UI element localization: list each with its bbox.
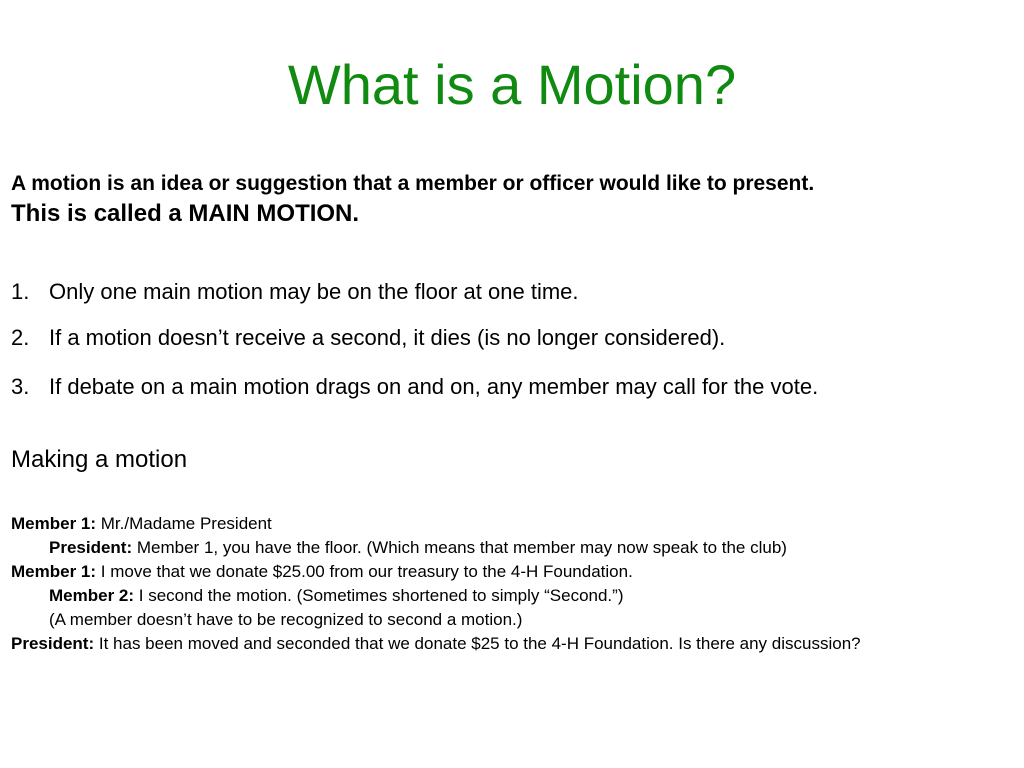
- slide-title: What is a Motion?: [287, 53, 737, 116]
- intro-main-motion: This is called a MAIN MOTION.: [11, 200, 360, 227]
- dialogue-line: [11, 536, 1011, 560]
- speaker-label: Member 1:: [11, 562, 97, 581]
- rules-list: [11, 276, 1016, 403]
- dialogue-line: [11, 560, 1011, 584]
- dialogue-line: [11, 608, 1011, 632]
- dialogue-text: It has been moved and seconded that we donate $25 to the 4-H Foundation. Is there any discussion?: [98, 634, 861, 653]
- intro-definition: A motion is an idea or suggestion that a member or officer would like to present.: [11, 172, 815, 195]
- rule-number: 2.: [11, 325, 30, 350]
- speaker-label: Member 2:: [49, 586, 135, 605]
- dialogue-line: [11, 584, 1011, 608]
- dialogue-text: I second the motion. (Sometimes shortened to simply “Second.”): [138, 586, 624, 605]
- dialogue-text: (A member doesn’t have to be recognized to second a motion.): [49, 610, 523, 629]
- rule-text: If a motion doesn’t receive a second, it dies (is no longer considered).: [49, 325, 726, 350]
- rule-text: If debate on a main motion drags on and on, any member may call for the vote.: [49, 374, 819, 399]
- speaker-label: President:: [49, 538, 133, 557]
- rule-item: [11, 322, 1016, 354]
- subheading-making-a-motion: Making a motion: [11, 446, 188, 473]
- speaker-label: President:: [11, 634, 95, 653]
- dialogue-text: Mr./Madame President: [100, 514, 272, 533]
- intro-paragraph: [11, 169, 1016, 230]
- dialogue-line: [11, 632, 969, 656]
- dialogue-text: I move that we donate $25.00 from our treasury to the 4-H Foundation.: [100, 562, 633, 581]
- speaker-label: Member 1:: [11, 514, 97, 533]
- dialogue-text: Member 1, you have the floor. (Which means that member may now speak to the club): [136, 538, 787, 557]
- rule-item: [11, 276, 1016, 308]
- dialogue-script: [11, 512, 1011, 656]
- dialogue-line: [11, 512, 1011, 536]
- rule-number: 3.: [11, 374, 30, 399]
- rule-number: 1.: [11, 279, 30, 304]
- rule-item: [11, 371, 1016, 403]
- rule-text: Only one main motion may be on the floor at one time.: [49, 279, 579, 304]
